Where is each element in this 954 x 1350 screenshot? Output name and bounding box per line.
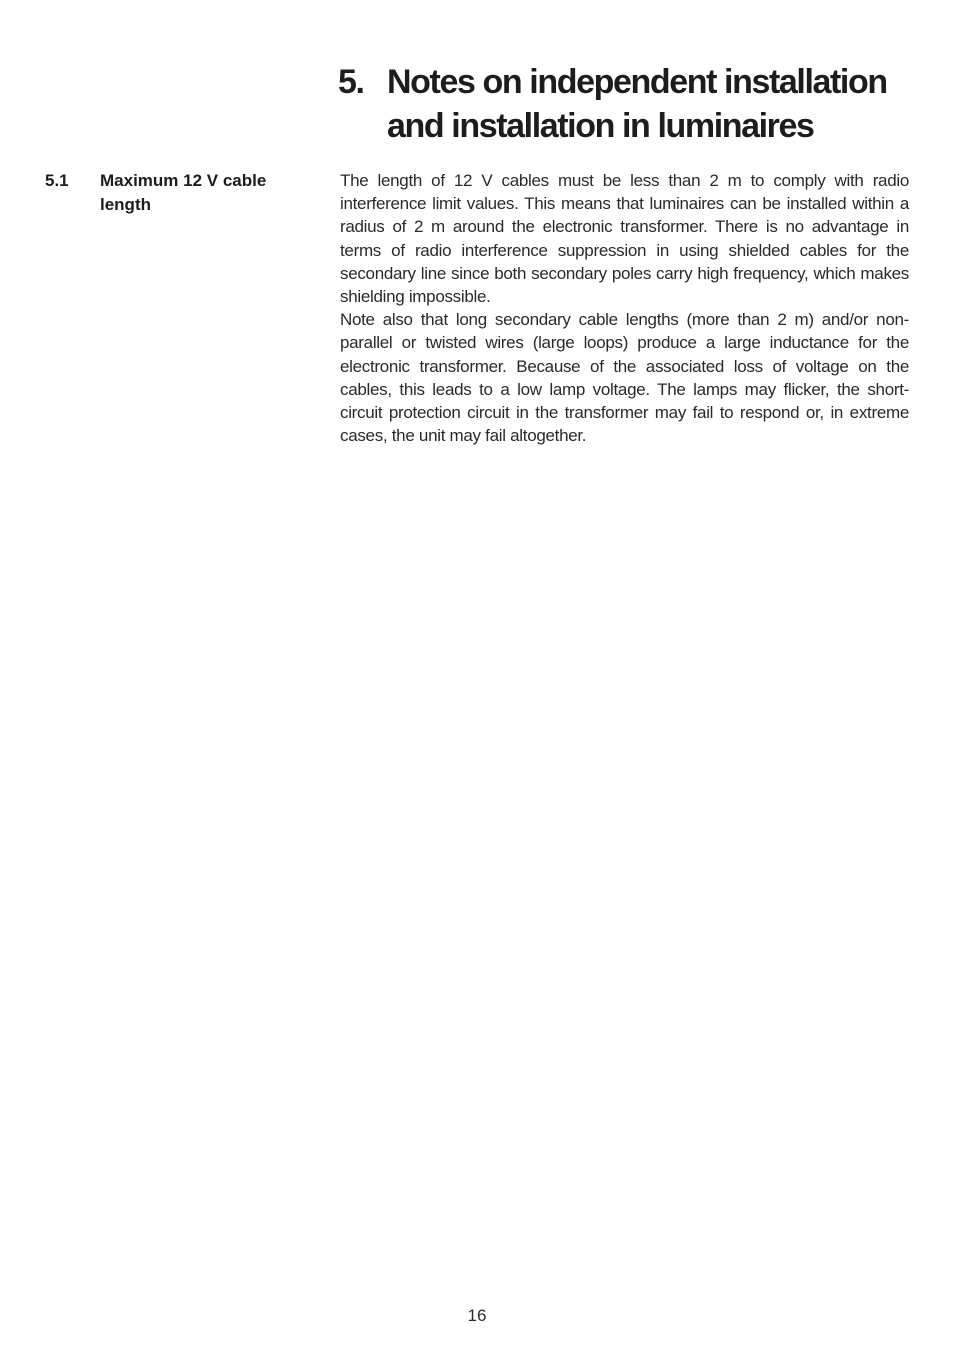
body-paragraph-2: Note also that long secondary cable lengths (more than 2 m) and/or non-parallel or twisted wires (large loops) produce a large inductance for the electronic transformer. Because of the associated loss of voltage on the cables, this leads to a low lamp voltage. The lamps may flicker, the short-circuit protection circuit in the transformer may fail to respond or, in extreme cases, the unit may fail altogether. (340, 310, 909, 446)
section-number: 5.1 (45, 171, 69, 190)
chapter-number: 5. (338, 63, 364, 101)
section-title: Maximum 12 V cable length (100, 171, 267, 214)
body-paragraph-1: The length of 12 V cables must be less than 2 m to comply with radio interference limit values. This means that luminaires can be installed within a radius of 2 m around the electronic transformer. There is no advantage in terms of radio interference suppression in using shielded cables for the secondary line since both secondary poles carry high frequency, which makes shielding impossible. (340, 171, 909, 307)
chapter-title: Notes on independent installation and installation in luminaires (387, 63, 887, 145)
chapter-heading (338, 60, 928, 148)
section-body (340, 169, 909, 447)
page-number: 16 (467, 1306, 487, 1325)
